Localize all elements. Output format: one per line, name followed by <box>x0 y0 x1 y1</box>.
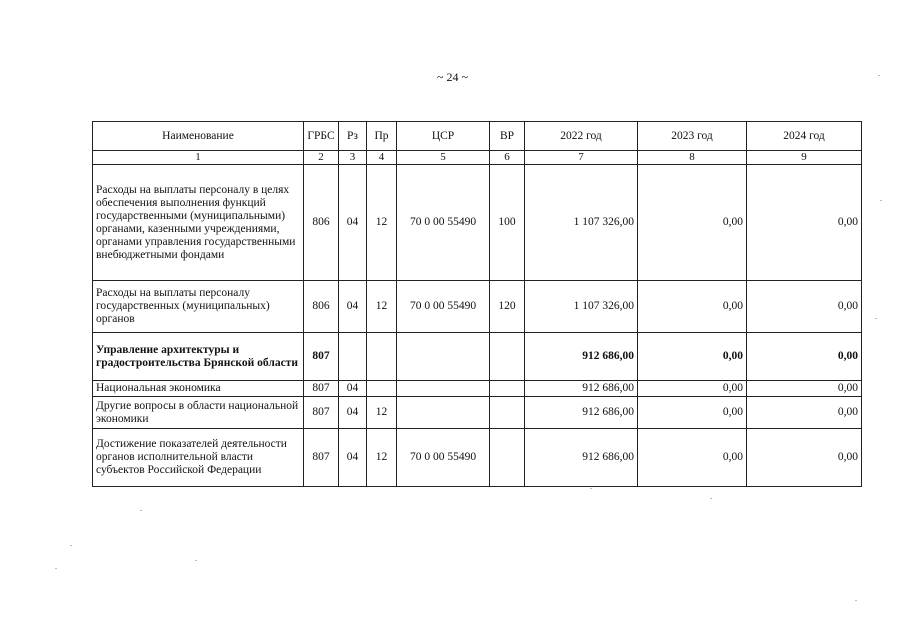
scan-speck <box>878 75 880 76</box>
row-2024: 0,00 <box>747 397 862 429</box>
scan-speck <box>710 498 712 499</box>
row-vr <box>490 429 525 487</box>
row-2024: 0,00 <box>747 429 862 487</box>
column-index: 2 <box>304 151 339 165</box>
row-rz <box>339 333 367 381</box>
row-2022: 912 686,00 <box>525 333 638 381</box>
table-row <box>93 281 862 333</box>
table-row <box>93 429 862 487</box>
row-2022: 1 107 326,00 <box>525 165 638 281</box>
header-2024: 2024 год <box>747 122 862 151</box>
row-2024: 0,00 <box>747 165 862 281</box>
column-index: 4 <box>367 151 397 165</box>
column-index-row <box>93 151 862 165</box>
row-rz: 04 <box>339 165 367 281</box>
row-pr: 12 <box>367 429 397 487</box>
table-row <box>93 165 862 281</box>
row-2023: 0,00 <box>638 333 747 381</box>
row-pr <box>367 333 397 381</box>
page-number: ~ 24 ~ <box>437 70 468 84</box>
column-index: 8 <box>638 151 747 165</box>
row-csr: 70 0 00 55490 <box>397 165 490 281</box>
row-pr: 12 <box>367 397 397 429</box>
row-2024: 0,00 <box>747 381 862 397</box>
row-name: Расходы на выплаты персоналу в целях обеспечения выполнения функций государственными (муниципальными) органами, казенными учреждениями, органами управления государственными внебюджетными фондами <box>93 165 304 281</box>
table-row <box>93 397 862 429</box>
row-csr <box>397 381 490 397</box>
row-csr: 70 0 00 55490 <box>397 429 490 487</box>
column-index: 1 <box>93 151 304 165</box>
row-name: Расходы на выплаты персоналу государственных (муниципальных) органов <box>93 281 304 333</box>
header-name: Наименование <box>93 122 304 151</box>
row-grbs: 807 <box>304 333 339 381</box>
row-name: Национальная экономика <box>93 381 304 397</box>
scan-speck <box>195 560 197 561</box>
row-vr: 100 <box>490 165 525 281</box>
scan-speck <box>70 545 72 546</box>
scan-speck <box>55 568 57 569</box>
row-name: Достижение показателей деятельности органов исполнительной власти субъектов Российской Федерации <box>93 429 304 487</box>
row-pr <box>367 381 397 397</box>
row-pr: 12 <box>367 165 397 281</box>
scan-speck <box>855 600 857 601</box>
scan-speck <box>875 318 877 319</box>
row-2022: 912 686,00 <box>525 381 638 397</box>
column-index: 6 <box>490 151 525 165</box>
row-2023: 0,00 <box>638 429 747 487</box>
row-csr <box>397 397 490 429</box>
row-rz: 04 <box>339 381 367 397</box>
row-name: Управление архитектуры и градостроительства Брянской области <box>93 333 304 381</box>
row-grbs: 806 <box>304 281 339 333</box>
row-vr <box>490 397 525 429</box>
row-2024: 0,00 <box>747 333 862 381</box>
row-vr: 120 <box>490 281 525 333</box>
budget-table <box>92 121 862 487</box>
row-2023: 0,00 <box>638 381 747 397</box>
header-vr: ВР <box>490 122 525 151</box>
row-csr <box>397 333 490 381</box>
row-2024: 0,00 <box>747 281 862 333</box>
row-2022: 1 107 326,00 <box>525 281 638 333</box>
column-index: 3 <box>339 151 367 165</box>
table-row <box>93 333 862 381</box>
row-vr <box>490 381 525 397</box>
row-2023: 0,00 <box>638 397 747 429</box>
row-rz: 04 <box>339 429 367 487</box>
header-csr: ЦСР <box>397 122 490 151</box>
column-index: 7 <box>525 151 638 165</box>
row-2022: 912 686,00 <box>525 397 638 429</box>
row-rz: 04 <box>339 397 367 429</box>
scan-speck <box>880 200 882 201</box>
header-2022: 2022 год <box>525 122 638 151</box>
row-name: Другие вопросы в области национальной экономики <box>93 397 304 429</box>
row-2022: 912 686,00 <box>525 429 638 487</box>
row-vr <box>490 333 525 381</box>
scan-speck <box>590 488 592 489</box>
header-pr: Пр <box>367 122 397 151</box>
row-pr: 12 <box>367 281 397 333</box>
row-csr: 70 0 00 55490 <box>397 281 490 333</box>
header-grbs: ГРБС <box>304 122 339 151</box>
row-grbs: 807 <box>304 381 339 397</box>
row-2023: 0,00 <box>638 281 747 333</box>
column-index: 9 <box>747 151 862 165</box>
header-rz: Рз <box>339 122 367 151</box>
header-row <box>93 122 862 151</box>
row-grbs: 807 <box>304 429 339 487</box>
row-grbs: 806 <box>304 165 339 281</box>
column-index: 5 <box>397 151 490 165</box>
row-rz: 04 <box>339 281 367 333</box>
scan-speck <box>140 510 142 511</box>
table-row <box>93 381 862 397</box>
row-2023: 0,00 <box>638 165 747 281</box>
header-2023: 2023 год <box>638 122 747 151</box>
row-grbs: 807 <box>304 397 339 429</box>
